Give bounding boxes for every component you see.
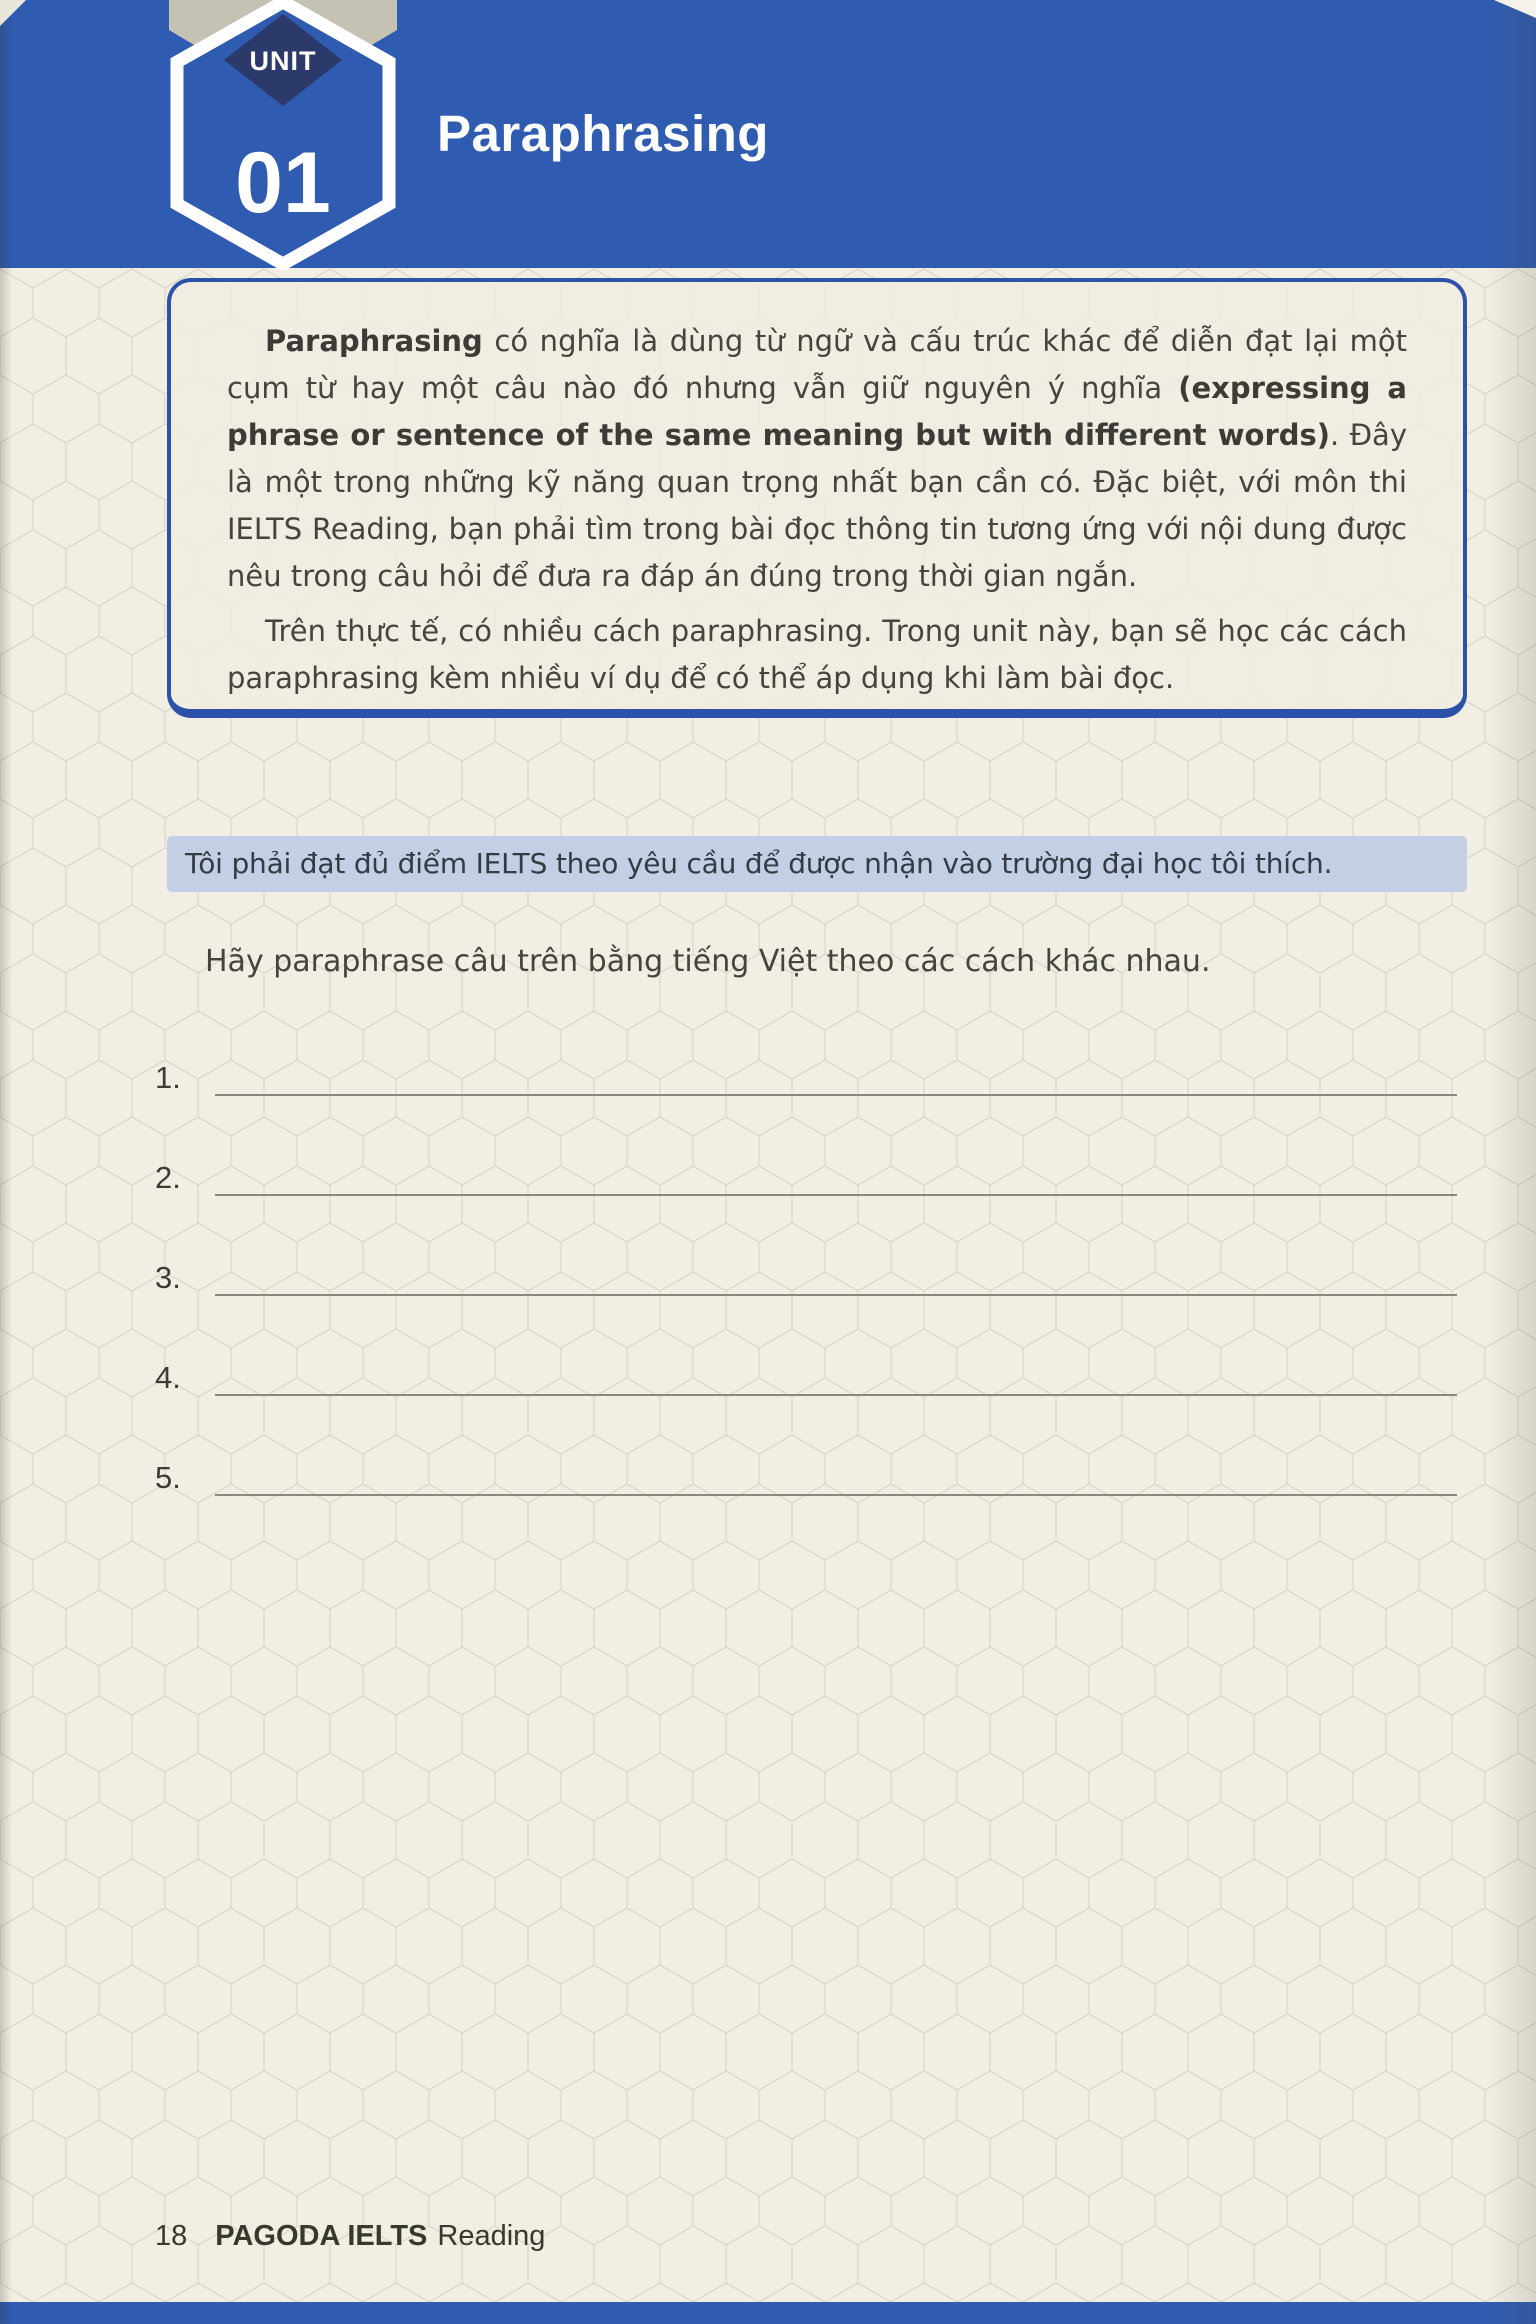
bottom-blue-bar xyxy=(0,2302,1536,2324)
unit-number: 01 xyxy=(235,135,331,231)
intro-paragraph-1-text: có nghĩa là dùng từ ngữ và cấu trúc khác để diễn đạt lại một cụm từ hay một câu nào đó nhưng vẫn giữ nguyên ý nghĩa xyxy=(227,324,1407,405)
answer-row xyxy=(155,1448,1457,1496)
answer-blank-line xyxy=(215,1154,1457,1196)
exercise-instruction: Hãy paraphrase câu trên bằng tiếng Việt theo các cách khác nhau. xyxy=(205,944,1211,979)
intro-box xyxy=(167,278,1467,718)
answer-blank-line xyxy=(215,1254,1457,1296)
answer-blank-line xyxy=(215,1054,1457,1096)
intro-keyword-bold: Paraphrasing xyxy=(265,324,483,358)
answer-blank-line xyxy=(215,1354,1457,1396)
page-number: 18 xyxy=(155,2220,188,2252)
intro-paragraph-2: Trên thực tế, có nhiều cách paraphrasing. Trong unit này, bạn sẽ học các cách paraphrasing kèm nhiều ví dụ để có thể áp dụng khi làm bài đọc. xyxy=(227,614,1407,695)
unit-header-band xyxy=(0,0,1536,268)
intro-paragraph-1-tail: . Đây là một trong những kỹ năng quan trọng nhất bạn cần có. Đặc biệt, với môn thi IELTS Reading, bạn phải tìm trong bài đọc thông tin tương ứng với nội dung được nêu trong câu hỏi để đưa ra đáp án đúng trong thời gian ngắn. xyxy=(227,418,1407,593)
intro-english-bold: (expressing a phrase or sentence of the same meaning but with different words) xyxy=(227,371,1408,452)
footer-series: Reading xyxy=(437,2220,546,2252)
answer-number: 4. xyxy=(155,1360,181,1395)
unit-label: UNIT xyxy=(249,46,317,76)
page-edge-shadow-left xyxy=(0,0,12,2324)
answer-number: 5. xyxy=(155,1460,181,1495)
page-edge-shadow-right xyxy=(1488,0,1536,2324)
footer-brand: PAGODA IELTS xyxy=(215,2220,428,2252)
scan-corner-top-left xyxy=(0,0,26,26)
answer-row xyxy=(155,1348,1457,1396)
page-title: Paraphrasing xyxy=(437,105,769,162)
answer-number: 2. xyxy=(155,1160,181,1195)
answer-number: 3. xyxy=(155,1260,181,1295)
answer-number: 1. xyxy=(155,1060,181,1095)
answer-blank-line xyxy=(215,1454,1457,1496)
answer-row xyxy=(155,1248,1457,1296)
unit-badge xyxy=(163,0,403,270)
answer-list xyxy=(155,1048,1457,1548)
highlighted-sentence: Tôi phải đạt đủ điểm IELTS theo yêu cầu để được nhận vào trường đại học tôi thích. xyxy=(167,836,1467,892)
answer-row xyxy=(155,1148,1457,1196)
intro-paragraph-1 xyxy=(227,318,1407,600)
answer-row xyxy=(155,1048,1457,1096)
scan-corner-top-right xyxy=(1494,0,1536,18)
page-footer xyxy=(155,2220,545,2253)
